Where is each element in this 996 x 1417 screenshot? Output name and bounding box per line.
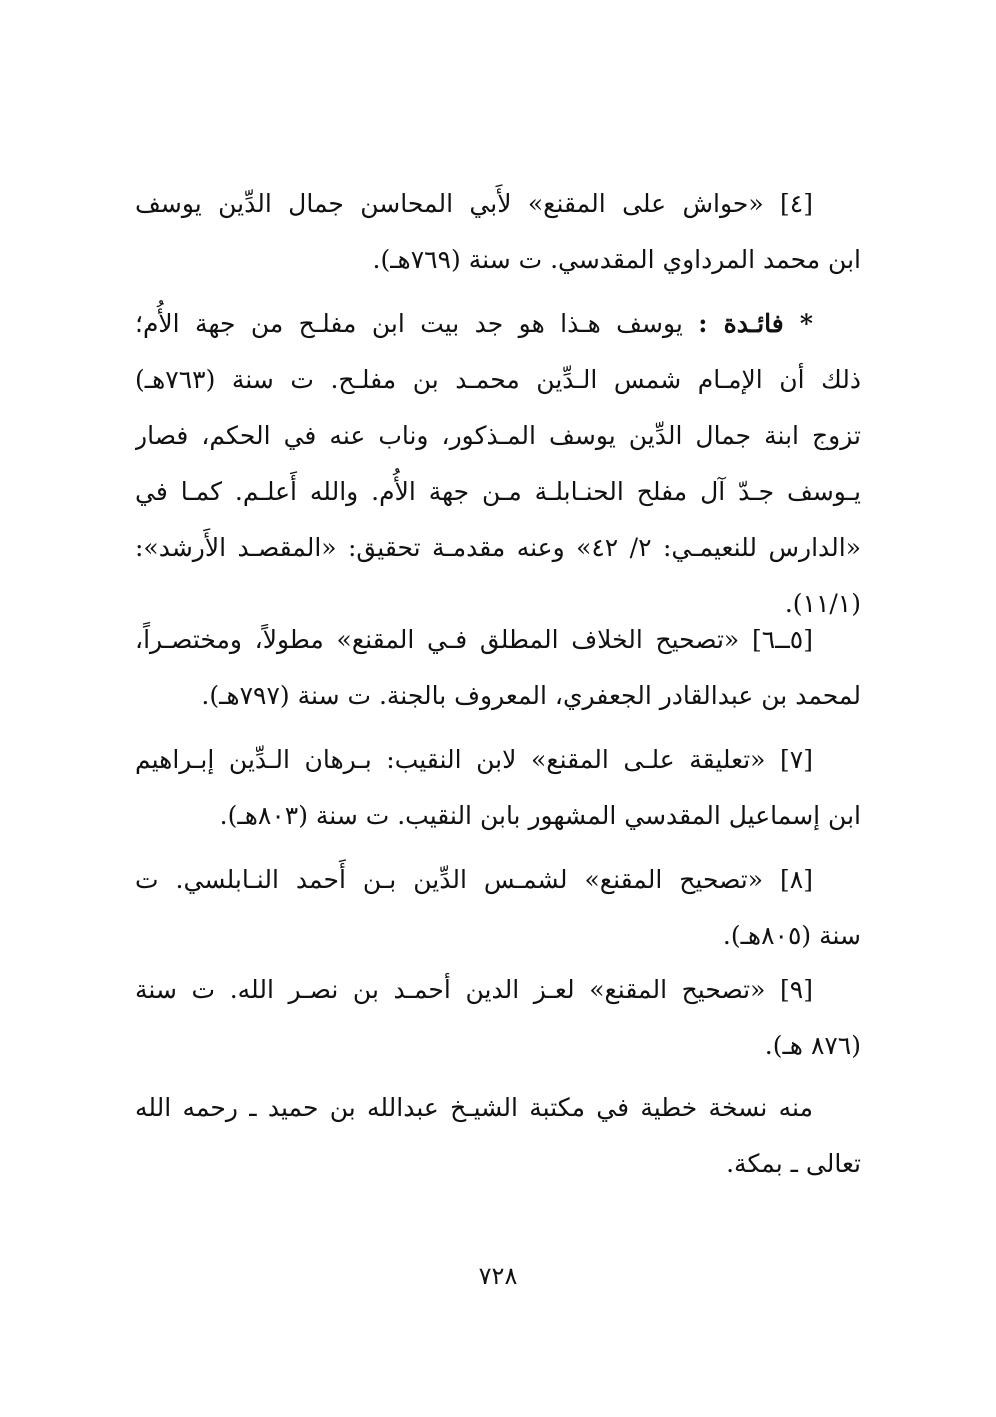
entry-4-line-2: ابن محمد المرداوي المقدسي. ت سنة (٧٦٩هـ).: [372, 245, 861, 274]
entry-5-6-line-2: لمحمد بن عبدالقادر الجعفري، المعروف بالجنة. ت سنة (٧٩٧هـ).: [201, 681, 861, 710]
entry-8-line-2: سنة (٨٠٥هـ).: [722, 921, 861, 950]
benefit-note-line-1: [135, 296, 861, 352]
manuscript-note: [135, 1080, 861, 1192]
manuscript-note-line-2: تعالى ـ بمكة.: [726, 1149, 861, 1178]
benefit-note-line-1-text: يوسف هـذا هو جد بيت ابن مفلـح من جهة الأُم؛: [135, 309, 699, 338]
entry-5-6: [135, 612, 861, 724]
entry-7-line-1: [٧] «تعليقة علـى المقنع» لابن النقيب: بـرهان الـدِّين إبـراهيم: [135, 745, 813, 774]
entry-7: [135, 732, 861, 844]
benefit-label: * فائـدة :: [698, 309, 813, 338]
entry-4-line-1: [٤] «حواش على المقنع» لأَبي المحاسن جمال الدِّين يوسف: [135, 189, 813, 218]
manuscript-note-line-1: منه نسخة خطية في مكتبة الشيـخ عبدالله بن حميد ـ رحمه الله: [135, 1093, 813, 1122]
benefit-note-line-4: يـوسف جـدّ آل مفلح الحنـابلـة مـن جهة الأُم. والله أَعلـم. كمـا في: [135, 477, 861, 506]
benefit-note-line-6: (١١/١).: [784, 589, 861, 618]
entry-9: [135, 962, 861, 1074]
benefit-note-line-2: ذلك أن الإمـام شمس الـدِّين محمـد بن مفلـح. ت سنة (٧٦٣هـ): [135, 365, 861, 394]
entry-8: [135, 852, 861, 964]
benefit-note-line-3: تزوج ابنة جمال الدِّين يوسف المـذكور، وناب عنه في الحكم، فصار: [135, 421, 861, 450]
entry-7-line-2: ابن إسماعيل المقدسي المشهور بابن النقيب. ت سنة (٨٠٣هـ).: [219, 801, 861, 830]
entry-5-6-line-1: [٥ــ٦] «تصحيح الخلاف المطلق فـي المقنع» مطولاً، ومختصـراً،: [135, 625, 813, 654]
entry-4: [135, 176, 861, 288]
page-number: ٧٢٨: [478, 1262, 518, 1290]
entry-9-line-1: [٩] «تصحيح المقنع» لعـز الدين أحمـد بن نصـر الله. ت سنة: [135, 975, 813, 1004]
benefit-note-line-5: «الدارس للنعيمـي: ٢/ ٤٢» وعنه مقدمـة تحقيق: «المقصـد الأَرشد»:: [135, 533, 861, 562]
entry-9-line-2: (٨٧٦ هـ).: [764, 1031, 861, 1060]
entry-8-line-1: [٨] «تصحيح المقنع» لشمـس الدِّين بـن أَحمد النـابلسي. ت: [135, 865, 813, 894]
benefit-note: [135, 296, 861, 632]
